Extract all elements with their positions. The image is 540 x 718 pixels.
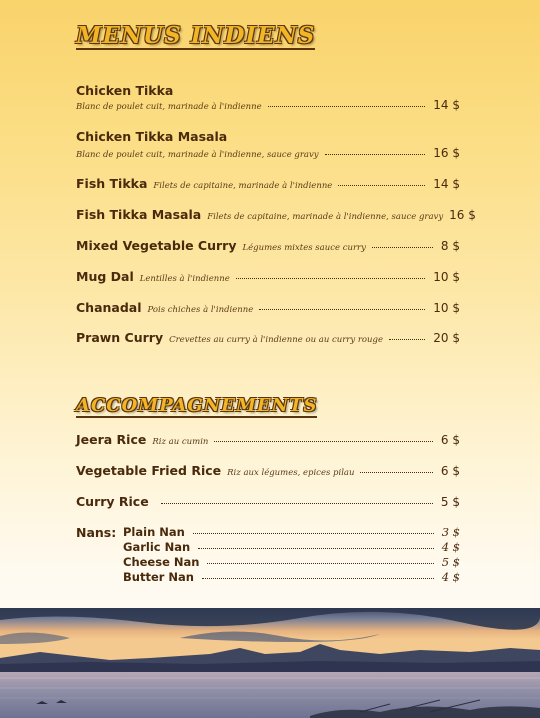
menu-item-row: [76, 300, 460, 315]
nan-item-name: Cheese Nan: [123, 555, 200, 569]
nan-item-row: [123, 555, 460, 569]
leader-dots: [207, 563, 433, 564]
menu-item-name: Prawn Curry: [76, 330, 164, 345]
nan-item-name: Butter Nan: [123, 570, 194, 584]
menu-item-name: Chicken Tikka: [76, 83, 174, 98]
menu-item-desc: Crevettes au curry à l'indienne ou au curry rouge: [169, 335, 383, 345]
menu-item-desc: Légumes mixtes sauce curry: [242, 243, 366, 253]
menu-item-desc: Lentilles à l'indienne: [139, 274, 230, 284]
side-item-price: 5 $: [440, 495, 460, 509]
side-item-name: Jeera Rice: [76, 432, 147, 447]
leader-dots: [338, 185, 425, 186]
nan-item-row: [123, 525, 460, 539]
leader-dots: [214, 441, 433, 442]
menu-item-desc: Blanc de poulet cuit, marinade à l'indienne: [76, 102, 262, 112]
leader-dots: [360, 472, 432, 473]
menu-item-name: Chanadal: [76, 300, 142, 315]
menu-item-row: [76, 146, 460, 160]
side-item-row: [76, 494, 460, 509]
leader-dots: [259, 309, 425, 310]
menu-item-name: Mug Dal: [76, 269, 134, 284]
nan-item-row: [123, 570, 460, 584]
side-item-price: 6 $: [440, 433, 460, 447]
menu-item-row: [76, 330, 460, 345]
nan-item-name: Garlic Nan: [123, 540, 191, 554]
nan-item-row: [123, 540, 460, 554]
side-item-row: [76, 463, 460, 478]
menu-item-price: 14 $: [433, 177, 460, 191]
menu-item-row: [76, 269, 460, 284]
menu-item-price: 14 $: [433, 98, 460, 112]
sunset-lake-photo: [0, 608, 540, 718]
leader-dots: [236, 278, 426, 279]
nan-item-price: 4 $: [441, 570, 460, 584]
leader-dots: [202, 578, 434, 579]
leader-dots: [372, 247, 433, 248]
menus-indiens-heading: MENUS INDIENS: [76, 22, 316, 49]
menu-item-price: 16 $: [449, 208, 476, 222]
side-item-name: Curry Rice: [76, 494, 149, 509]
nans-label: Nans:: [76, 525, 117, 540]
menu-item-desc: Pois chiches à l'indienne: [147, 305, 254, 315]
leader-dots: [268, 106, 426, 107]
nan-item-price: 4 $: [441, 540, 460, 554]
leader-dots: [198, 548, 434, 549]
menu-item-row: [76, 207, 476, 222]
nan-item-name: Plain Nan: [123, 525, 185, 539]
menu-item-row: [76, 98, 460, 112]
menu-item-name: Mixed Vegetable Curry: [76, 238, 237, 253]
side-item-desc: Riz aux légumes, epices pilau: [227, 468, 355, 478]
side-item-row: [76, 432, 460, 447]
menu-item-row: [76, 176, 460, 191]
menu-item-price: 20 $: [433, 331, 460, 345]
leader-dots: [161, 503, 433, 504]
nan-item-price: 3 $: [441, 525, 460, 539]
leader-dots: [325, 154, 426, 155]
menu-item-desc: Filets de capitaine, marinade à l'indienne, sauce gravy: [207, 212, 444, 222]
menu-item-price: 8 $: [440, 239, 460, 253]
menu-item-name: Fish Tikka: [76, 176, 148, 191]
sunset-lake-image: [0, 608, 540, 718]
leader-dots: [389, 339, 425, 340]
menu-item-row: [76, 238, 460, 253]
side-item-price: 6 $: [440, 464, 460, 478]
menu-item-name: Chicken Tikka Masala: [76, 129, 228, 144]
leader-dots: [193, 533, 434, 534]
menu-item-desc: Blanc de poulet cuit, marinade à l'indienne, sauce gravy: [76, 150, 319, 160]
accompagnements-heading: ACCOMPAGNEMENTS: [76, 395, 318, 416]
menu-item-price: 10 $: [433, 270, 460, 284]
menu-item-price: 16 $: [433, 146, 460, 160]
menu-item-desc: Filets de capitaine, marinade à l'indienne: [153, 181, 333, 191]
menu-item-price: 10 $: [433, 301, 460, 315]
side-item-desc: Riz au cumin: [152, 437, 209, 447]
nan-item-price: 5 $: [441, 555, 460, 569]
side-item-name: Vegetable Fried Rice: [76, 463, 222, 478]
menu-item-name: Fish Tikka Masala: [76, 207, 202, 222]
